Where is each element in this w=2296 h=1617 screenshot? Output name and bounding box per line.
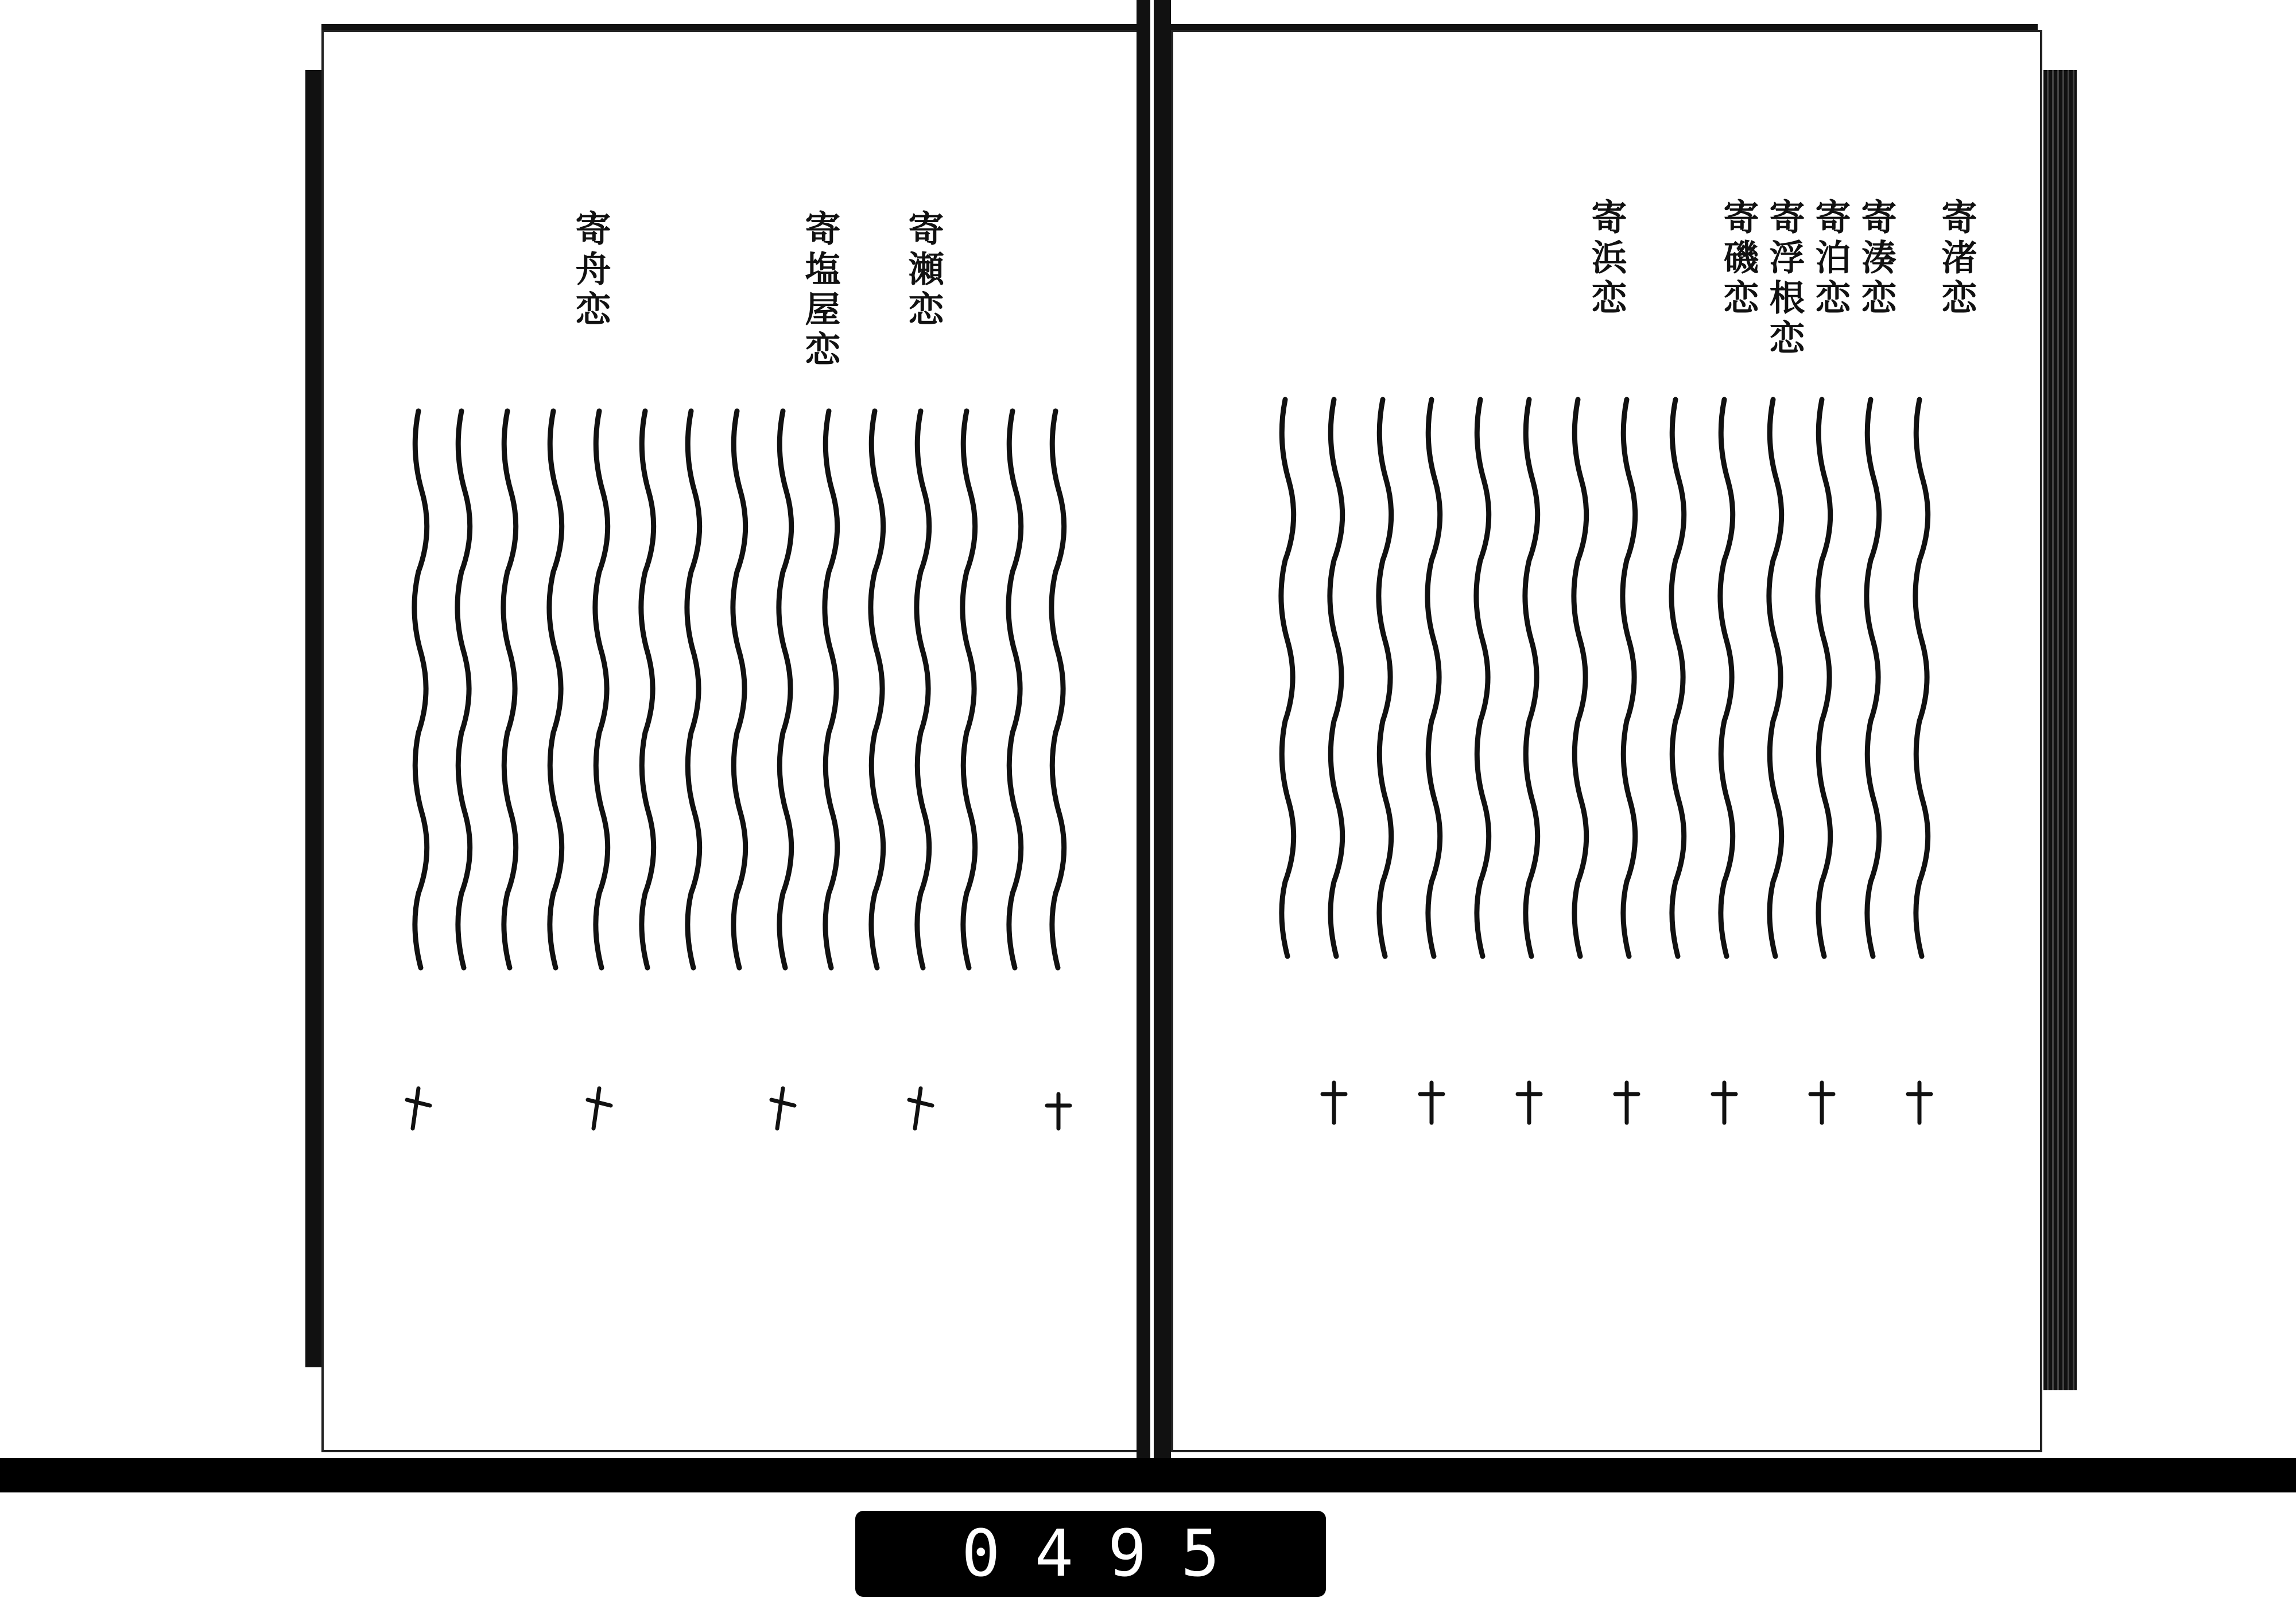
left-fore-edge [305,70,321,1367]
top-edge-right [1171,24,2038,30]
heading-yose-se-koi: 寄瀬恋 [902,210,944,331]
heading-yose-minato-koi: 寄湊恋 [1855,199,1897,319]
frame-number: 0495 [961,1517,1254,1591]
book-spread [321,30,2043,1465]
top-edge-left [321,24,1137,30]
poem-block-left [387,388,1087,1151]
heading-yose-iso-koi: 寄磯恋 [1717,199,1759,319]
right-fore-edge [2043,70,2077,1390]
handwriting-lines-right [1202,377,1948,1151]
heading-yose-hama-koi: 寄浜恋 [1585,199,1627,319]
microfilm-base-bar [0,1458,2296,1492]
right-page [1171,30,2042,1452]
heading-yose-nagisa-koi: 寄渚恋 [1936,199,1977,319]
left-page [321,30,1141,1452]
heading-yose-tomari-koi: 寄泊恋 [1809,199,1851,319]
handwriting-lines-left [387,388,1087,1151]
heading-yose-ukine-koi: 寄浮根恋 [1763,199,1805,359]
poem-block-right [1202,377,1948,1151]
gutter [1137,0,1171,1469]
heading-yose-shioya-koi: 寄塩屋恋 [799,210,841,371]
microfilm-frame-label [855,1511,1326,1597]
heading-yose-fune-koi: 寄舟恋 [569,210,611,331]
